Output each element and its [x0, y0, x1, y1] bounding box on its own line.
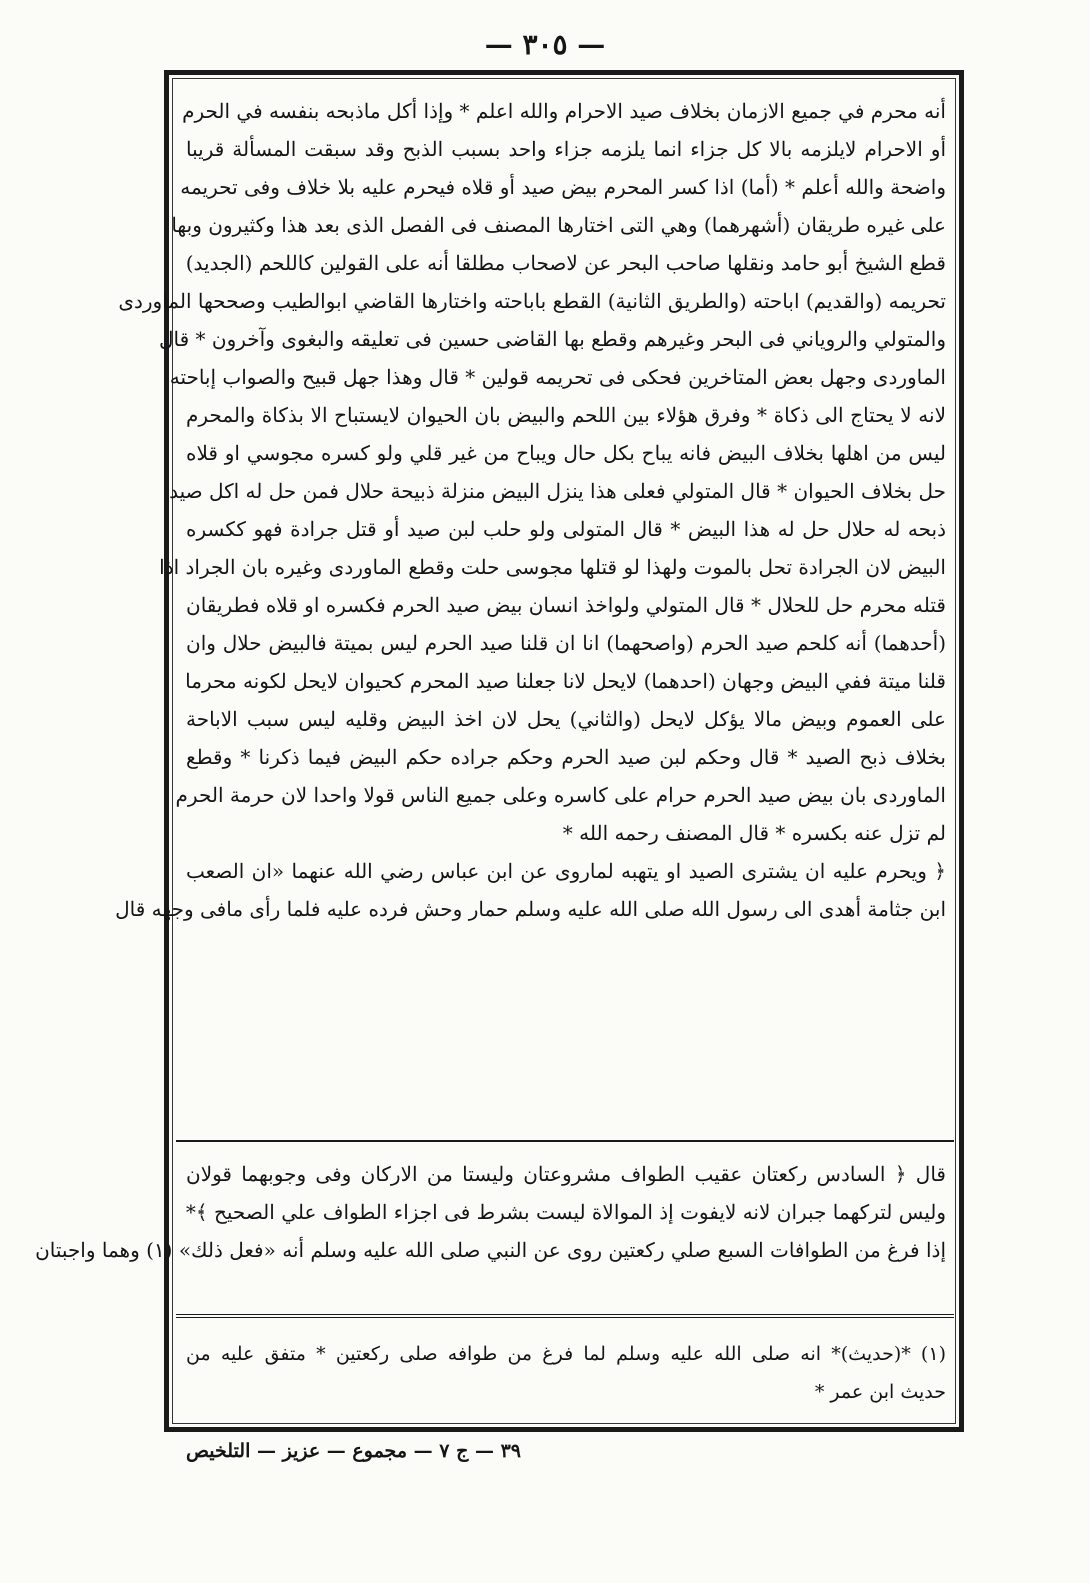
text-line: البيض لان الجرادة تحل بالموت ولهذا لو قتلها مجوسى حلت وقطع الماوردى وغيره بان الجراد اذا	[159, 555, 946, 579]
text-line: ذبحه له حلال حل له هذا البيض * قال المتولى ولو حلب لبن صيد أو قتل جرادة فهو ككسره	[186, 517, 946, 541]
text-line: الماوردى وجهل بعض المتاخرين فحكى فى تحريمه قولين * قال وهذا جهل قبيح والصواب إباحته	[169, 365, 946, 389]
text-line: قلنا ميتة ففي البيض وجهان (احدهما) لايحل لانا جعلنا صيد المحرم كحيوان لايحل لكونه محرما	[185, 669, 946, 693]
page-number: — ٣٠٥ —	[484, 28, 606, 61]
text-line: قطع الشيخ أبو حامد ونقلها صاحب البحر عن لاصحاب مطلقا أنه على القولين كاللحم (الجديد)	[185, 251, 946, 275]
text-line: حل بخلاف الحيوان * قال المتولي فعلى هذا ينزل البيض منزلة ذبيحة حلال فمن حل له اكل صيد	[169, 479, 946, 503]
main-text	[115, 92, 946, 928]
text-line: (أحدهما) أنه كلحم صيد الحرم (واصحهما) انا ان قلنا صيد الحرم ليس بميتة فالبيض حلال وان	[186, 631, 946, 655]
text-line: على العموم وبيض مالا يؤكل لايحل (والثاني) يحل لان اخذ البيض وقليه ليس سبب الاباحة	[186, 707, 946, 731]
footnote-line: حديث ابن عمر *	[814, 1381, 946, 1403]
text-line: ابن جثامة أهدى الى رسول الله صلى الله عليه وسلم حمار وحش فرده عليه فلما رأى مافى وجهه قال	[115, 897, 946, 921]
text-line: قال ﴿ السادس ركعتان عقيب الطواف مشروعتان وليستا من الاركان وفى وجوبهما قولان	[186, 1162, 946, 1186]
text-line: على غيره طريقان (أشهرهما) وهي التى اختارها المصنف فى الفصل الذى بعد هذا وكثيرون وبها	[171, 213, 946, 237]
text-line: أنه محرم في جميع الازمان بخلاف صيد الاحرام والله اعلم * وإذا أكل ماذبحه بنفسه في الحرم	[182, 99, 946, 123]
text-line: أو الاحرام لايلزمه بالا كل جزاء انما يلزمه جزاء واحد بسبب الذبح وقد سبقت المسألة قريبا	[186, 137, 946, 161]
footnote-text	[186, 1335, 946, 1411]
text-line: وليس لتركهما جبران لانه لايفوت إذ الموالاة ليست بشرط فى اجزاء الطواف علي الصحيح ﴾*	[185, 1200, 946, 1224]
text-line: الماوردى بان بيض صيد الحرم حرام على كاسره وعلى جميع الناس قولا واحدا لان حرمة الحرم	[175, 783, 946, 807]
text-line: لم تزل عنه بكسره * قال المصنف رحمه الله *	[562, 821, 946, 845]
section-divider	[176, 1140, 954, 1142]
text-line: ليس من اهلها بخلاف البيض فانه يباح بكل حال ويباح من غير قلي ولو كسره مجوسي او قلاه	[186, 441, 946, 465]
text-line: بخلاف ذبح الصيد * قال وحكم لبن صيد الحرم وحكم جراده حكم البيض فيما ذكرنا * وقطع	[186, 745, 946, 769]
text-line: لانه لا يحتاج الى ذكاة * وفرق هؤلاء بين اللحم والبيض بان الحيوان لايستباح الا بذكاة والمحرم	[186, 403, 946, 427]
footnote-line: (١) *(حديث)* انه صلى الله عليه وسلم لما فرغ من طوافه صلى ركعتين * متفق عليه من	[186, 1343, 946, 1365]
footnote-divider	[176, 1314, 954, 1318]
text-line: إذا فرغ من الطوافات السبع صلي ركعتين روى عن النبي صلى الله عليه وسلم أنه «فعل ذلك» (١) وهما واجبتان	[35, 1238, 946, 1262]
section-text	[35, 1155, 946, 1269]
text-line: واضحة والله أعلم * (أما) اذا كسر المحرم بيض صيد أو قلاه فيحرم عليه بلا خلاف وفى تحريمه	[180, 175, 946, 199]
text-line: تحريمه (والقديم) اباحته (والطريق الثانية) القطع باباحته واختارها القاضي ابوالطيب وصححها الماوردى	[118, 289, 946, 313]
text-line: ﴿ ويحرم عليه ان يشترى الصيد او يتهبه لماروى عن ابن عباس رضي الله عنهما «ان الصعب	[186, 859, 946, 883]
page-footer: ٣٩ — ج ٧ — مجموع — عزيز — التلخيص	[186, 1440, 521, 1462]
text-line: قتله محرم حل للحلال * قال المتولي ولواخذ انسان بيض صيد الحرم فكسره او قلاه فطريقان	[186, 593, 946, 617]
text-line: والمتولي والروياني فى البحر وغيرهم وقطع بها القاضى حسين فى تعليقه والبغوى وآخرون * قال	[158, 327, 946, 351]
